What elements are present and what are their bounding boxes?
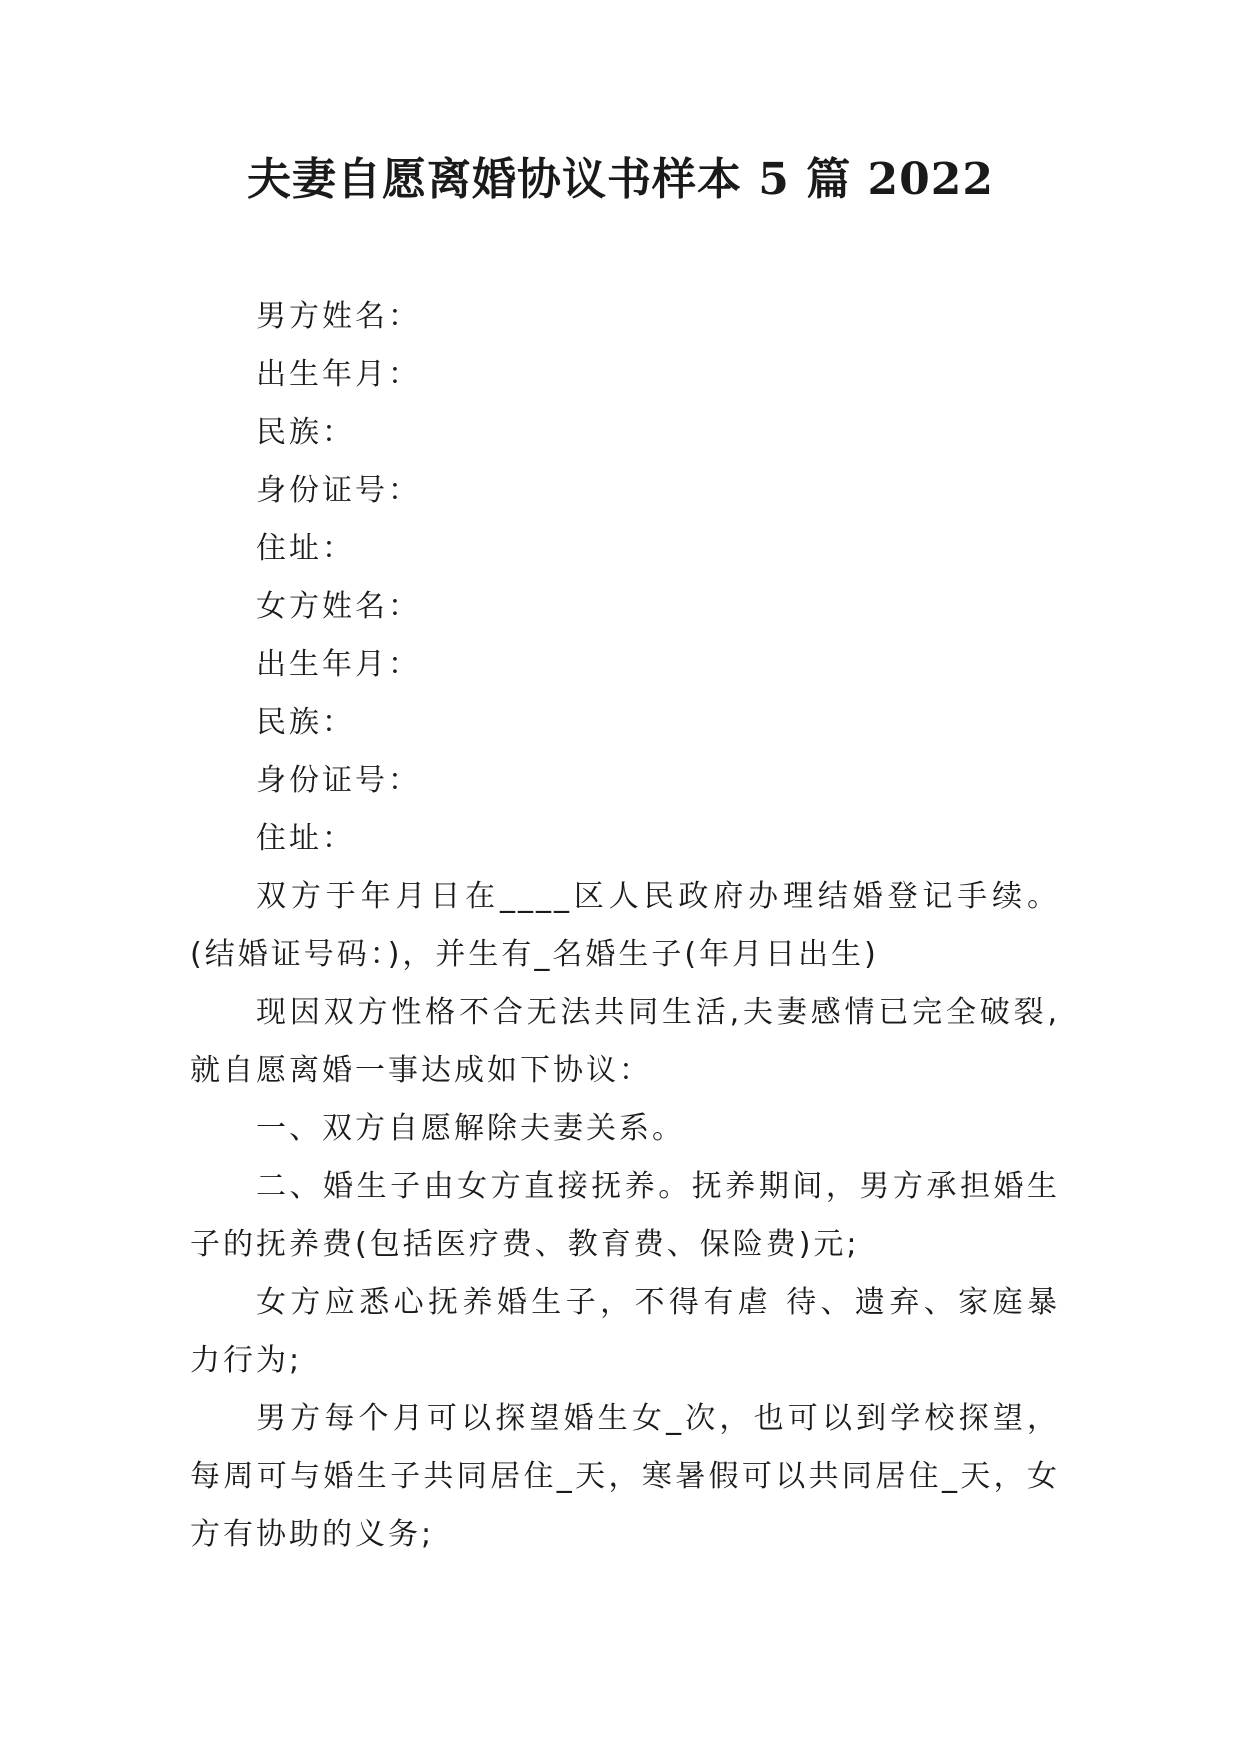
field-female-id-number: 身份证号：: [256, 763, 421, 798]
paragraph-marriage-registration: 双方于年月日在____区人民政府办理结婚登记手续。(结婚证号码：)，并生有_名婚生子(年月日出生): [190, 879, 1060, 972]
field-male-address: 住址：: [256, 531, 355, 566]
clause-one: 一、双方自愿解除夫妻关系。: [256, 1111, 685, 1146]
field-male-id-number: 身份证号：: [256, 473, 421, 508]
paragraph-female-duty: 女方应悉心抚养婚生子，不得有虐 待、遗弃、家庭暴力行为;: [190, 1285, 1060, 1378]
field-female-birth: 出生年月：: [256, 647, 421, 682]
document-body: [190, 288, 1060, 1564]
document-title: 夫妻自愿离婚协议书样本 5 篇 2022: [246, 154, 995, 205]
paragraph-visitation: 男方每个月可以探望婚生女_次，也可以到学校探望，每周可与婚生子共同居住_天，寒暑假可以共同居住_天，女方有协助的义务;: [190, 1401, 1060, 1552]
field-male-birth: 出生年月：: [256, 357, 421, 392]
field-female-address: 住址：: [256, 821, 355, 856]
paragraph-divorce-reason: 现因双方性格不合无法共同生活,夫妻感情已完全破裂,就自愿离婚一事达成如下协议：: [190, 995, 1060, 1088]
field-female-ethnicity: 民族：: [256, 705, 355, 740]
field-male-name: 男方姓名：: [256, 299, 421, 334]
field-female-name: 女方姓名：: [256, 589, 421, 624]
clause-two: 二、婚生子由女方直接抚养。抚养期间，男方承担婚生子的抚养费(包括医疗费、教育费、保险费)元;: [190, 1169, 1060, 1262]
field-male-ethnicity: 民族：: [256, 415, 355, 450]
